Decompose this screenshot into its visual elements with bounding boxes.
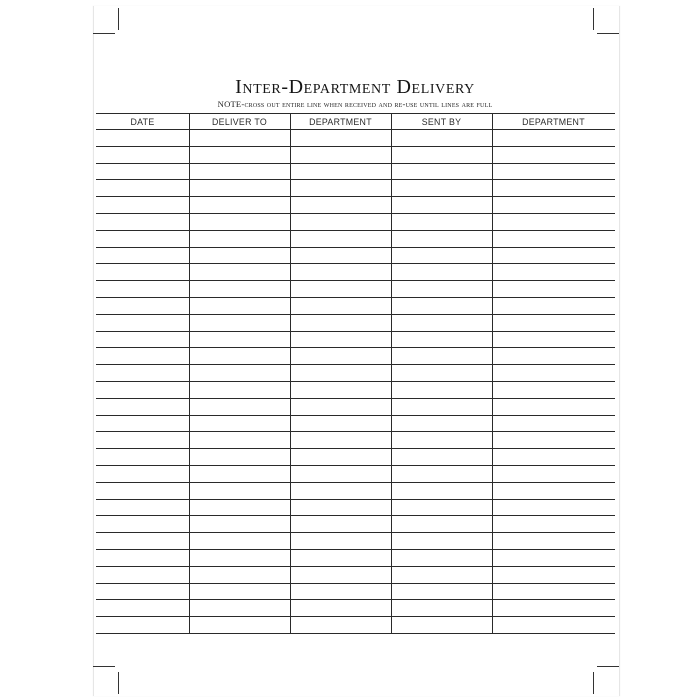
header-bottom-rule xyxy=(96,129,615,130)
table-row-rule xyxy=(96,499,615,500)
table-row-rule xyxy=(96,196,615,197)
crop-mark-top-left xyxy=(118,8,119,30)
table-row-rule xyxy=(96,415,615,416)
table-row-rule xyxy=(96,263,615,264)
table-row-rule xyxy=(96,583,615,584)
table-row-rule xyxy=(96,465,615,466)
table-row-rule xyxy=(96,347,615,348)
table-row-rule xyxy=(96,431,615,432)
crop-mark-bottom-left-h xyxy=(93,666,115,667)
table-row-rule xyxy=(96,616,615,617)
table-row-rule xyxy=(96,566,615,567)
column-header-date: DATE xyxy=(130,117,155,127)
table-row-rule xyxy=(96,381,615,382)
crop-mark-bottom-left xyxy=(118,672,119,694)
crop-mark-top-left-h xyxy=(93,33,115,34)
table-row-rule xyxy=(96,213,615,214)
column-divider xyxy=(189,113,190,633)
crop-mark-top-right-h xyxy=(597,33,619,34)
table-row-rule xyxy=(96,146,615,147)
column-header-department-2: DEPARTMENT xyxy=(522,117,585,127)
table-row-rule xyxy=(96,515,615,516)
table-row-rule xyxy=(96,247,615,248)
form-note: NOTE-cross out entire line when received and re-use until lines are full xyxy=(217,99,493,109)
table-row-rule xyxy=(96,280,615,281)
table-row-rule xyxy=(96,314,615,315)
crop-mark-top-right xyxy=(593,8,594,30)
table-row-rule xyxy=(96,364,615,365)
column-divider xyxy=(391,113,392,633)
table-row-rule xyxy=(96,179,615,180)
table-row-rule xyxy=(96,230,615,231)
column-header-deliver-to: DELIVER TO xyxy=(212,117,267,127)
table-top-rule xyxy=(96,113,615,114)
table-row-rule xyxy=(96,297,615,298)
table-row-rule xyxy=(96,482,615,483)
table-row-rule xyxy=(96,331,615,332)
table-row-rule xyxy=(96,599,615,600)
column-header-sent-by: SENT BY xyxy=(421,117,462,127)
table-row-rule xyxy=(96,163,615,164)
column-divider xyxy=(290,113,291,633)
delivery-log-table xyxy=(96,113,615,650)
column-divider xyxy=(492,113,493,633)
crop-mark-bottom-right-h xyxy=(597,666,619,667)
table-row-rule xyxy=(96,448,615,449)
table-row-rule xyxy=(96,398,615,399)
table-row-rule xyxy=(96,549,615,550)
table-row-rule xyxy=(96,532,615,533)
crop-mark-bottom-right xyxy=(593,672,594,694)
table-row-rule xyxy=(96,633,615,634)
form-title: Inter-Department Delivery xyxy=(235,76,475,98)
column-header-department: DEPARTMENT xyxy=(309,117,372,127)
